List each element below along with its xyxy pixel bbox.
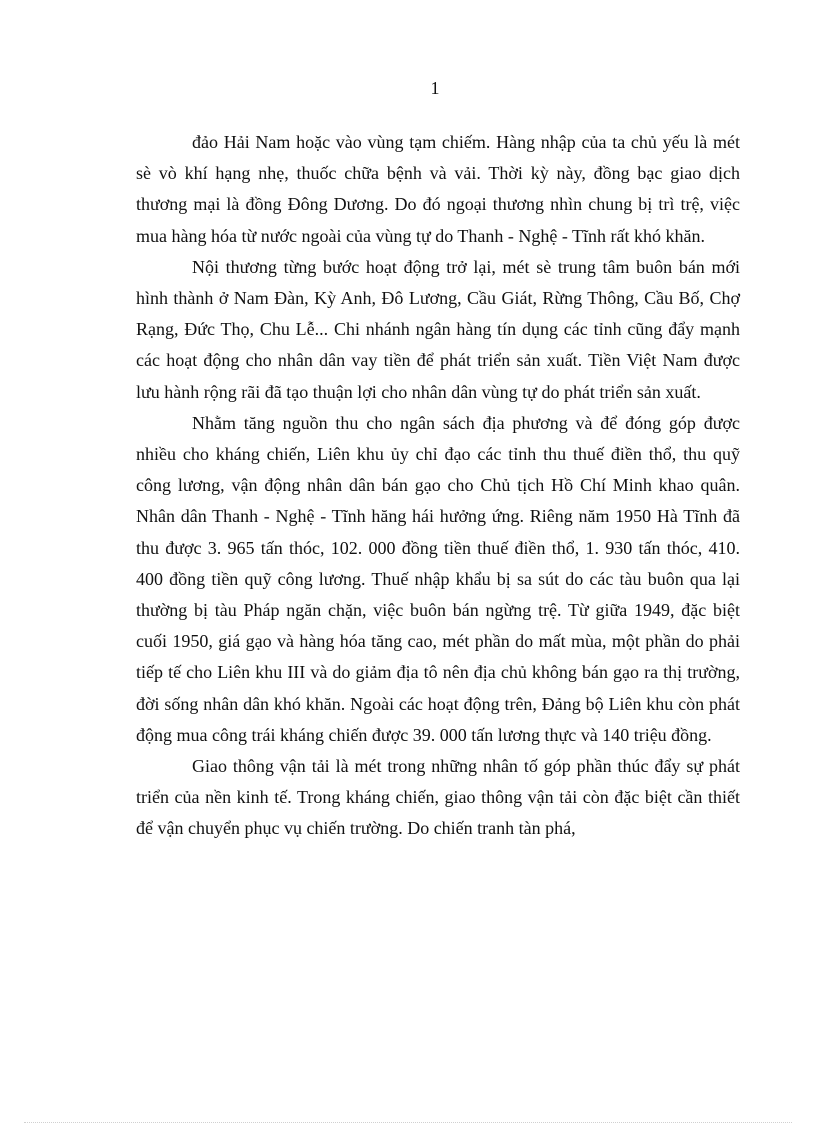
paragraph-foreign-trade: đảo Hải Nam hoặc vào vùng tạm chiếm. Hàng nhập của ta chủ yếu là mét sè vò khí hạng nhẹ, thuốc chữa bệnh và vải. Thời kỳ này, đồng bạc giao dịch thương mại là đồng Đông Dương. Do đó ngoại thương nhìn chung bị trì trệ, việc mua hàng hóa từ nước ngoài của vùng tự do Thanh - Nghệ - Tĩnh rất khó khăn. <box>136 132 740 246</box>
paragraph-transport: Giao thông vận tải là mét trong những nhân tố góp phần thúc đẩy sự phát triển của nền kinh tế. Trong kháng chiến, giao thông vận tải còn đặc biệt cần thiết để vận chuyển phục vụ chiến trường. Do chiến tranh tàn phá, <box>136 756 740 839</box>
document-body <box>136 127 740 845</box>
paragraph-tax-revenue: Nhằm tăng nguồn thu cho ngân sách địa phương và để đóng góp được nhiều cho kháng chiến, Liên khu ủy chỉ đạo các tỉnh thu thuế điền thổ, thu quỹ công lương, vận động nhân dân bán gạo cho Chủ tịch Hồ Chí Minh khao quân. Nhân dân Thanh - Nghệ - Tĩnh hăng hái hưởng ứng. Riêng năm 1950 Hà Tĩnh đã thu được 3. 965 tấn thóc, 102. 000 đồng tiền thuế điền thổ, 1. 930 tấn thóc, 410. 400 đồng tiền quỹ công lương. Thuế nhập khẩu bị sa sút do các tàu buôn qua lại thường bị tàu Pháp ngăn chặn, việc buôn bán ngừng trệ. Từ giữa 1949, đặc biệt cuối 1950, giá gạo và hàng hóa tăng cao, mét phần do mất mùa, một phần do phải tiếp tế cho Liên khu III và do giảm địa tô nên địa chủ không bán gạo ra thị trường, đời sống nhân dân khó khăn. Ngoài các hoạt động trên, Đảng bộ Liên khu còn phát động mua công trái kháng chiến được 39. 000 tấn lương thực và 140 triệu đồng. <box>136 412 740 745</box>
page-number: 1 <box>430 78 440 98</box>
paragraph-domestic-trade: Nội thương từng bước hoạt động trở lại, mét sè trung tâm buôn bán mới hình thành ở Nam Đàn, Kỳ Anh, Đô Lương, Cầu Giát, Rừng Thông, Cầu Bố, Chợ Rạng, Đức Thọ, Chu Lễ... Chi nhánh ngân hàng tín dụng các tỉnh cũng đẩy mạnh các hoạt động cho nhân dân vay tiền để phát triển sản xuất. Tiền Việt Nam được lưu hành rộng rãi đã tạo thuận lợi cho nhân dân vùng tự do phát triển sản xuất. <box>136 256 740 402</box>
